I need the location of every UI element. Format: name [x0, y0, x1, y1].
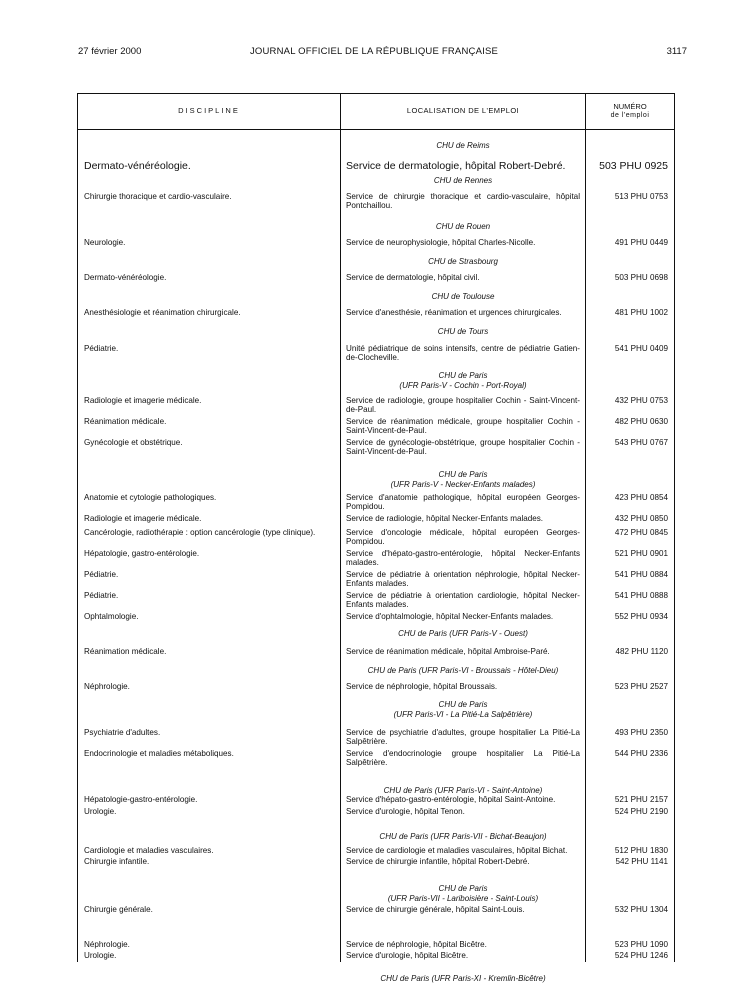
localisation-cell: Service d'hépato-gastro-entérologie, hôpital Necker-Enfants malades. [346, 549, 580, 568]
discipline-cell: Radiologie et imagerie médicale. [84, 396, 202, 405]
localisation-cell: Service de pédiatrie à orientation cardiologie, hôpital Necker-Enfants malades. [346, 591, 580, 610]
discipline-cell: Ophtalmologie. [84, 612, 139, 621]
numero-cell: 544 PHU 2336 [614, 749, 668, 758]
localisation-cell: Service de néphrologie, hôpital Broussais. [346, 682, 498, 691]
numero-cell: 521 PHU 2157 [614, 795, 668, 804]
numero-cell: 541 PHU 0409 [614, 344, 668, 353]
localisation-cell: Unité pédiatrique de soins intensifs, centre de pédiatrie Gatien-de-Clocheville. [346, 344, 580, 363]
localisation-cell: Service de pédiatrie à orientation néphrologie, hôpital Necker-Enfants malades. [346, 570, 580, 589]
section-heading: CHU de Tours [437, 327, 489, 336]
localisation-cell: Service d'urologie, hôpital Tenon. [346, 807, 465, 816]
discipline-cell: Anesthésiologie et réanimation chirurgicale. [84, 308, 241, 317]
section-heading: CHU de Paris [438, 371, 488, 380]
page-number: 3117 [666, 46, 687, 57]
localisation-cell: Service de psychiatrie d'adultes, groupe hospitalier La Pitié-La Salpêtrière. [346, 728, 580, 747]
numero-cell: 493 PHU 2350 [614, 728, 668, 737]
localisation-cell: Service de réanimation médicale, hôpital Ambroise-Paré. [346, 647, 550, 656]
section-heading: CHU de Reims [436, 141, 490, 150]
numero-cell: 521 PHU 0901 [614, 549, 668, 558]
section-heading: CHU de Paris [438, 884, 488, 893]
discipline-cell: Hépatologie-gastro-entérologie. [84, 795, 198, 804]
discipline-cell: Psychiatrie d'adultes. [84, 728, 161, 737]
discipline-cell: Urologie. [84, 951, 117, 960]
discipline-cell: Neurologie. [84, 238, 126, 247]
discipline-cell: Néphrologie. [84, 940, 130, 949]
numero-cell: 541 PHU 0884 [614, 570, 668, 579]
localisation-cell: Service de radiologie, groupe hospitalier Cochin - Saint-Vincent-de-Paul. [346, 396, 580, 415]
discipline-cell: Radiologie et imagerie médicale. [84, 514, 202, 523]
column-header-numero-label: NUMÉRO [613, 102, 647, 111]
numero-cell: 423 PHU 0854 [614, 493, 668, 502]
localisation-cell: Service d'anesthésie, réanimation et urgences chirurgicales. [346, 308, 562, 317]
discipline-cell: Pédiatrie. [84, 570, 119, 579]
localisation-cell: Service d'oncologie médicale, hôpital européen Georges-Pompidou. [346, 528, 580, 547]
numero-cell: 481 PHU 1002 [614, 308, 668, 317]
discipline-cell: Pédiatrie. [84, 591, 119, 600]
numero-cell: 523 PHU 2527 [614, 682, 668, 691]
discipline-cell: Chirurgie générale. [84, 905, 153, 914]
discipline-cell: Cardiologie et maladies vasculaires. [84, 846, 214, 855]
discipline-cell: Chirurgie thoracique et cardio-vasculaire. [84, 192, 232, 201]
section-heading: CHU de Strasbourg [428, 257, 498, 266]
discipline-cell: Anatomie et cytologie pathologiques. [84, 493, 217, 502]
header-date: 27 février 2000 [78, 46, 142, 57]
discipline-cell: Chirurgie infantile. [84, 857, 150, 866]
discipline-cell: Réanimation médicale. [84, 647, 167, 656]
numero-cell: 482 PHU 1120 [615, 647, 668, 656]
localisation-cell: Service de dermatologie, hôpital civil. [346, 273, 480, 282]
numero-cell: 543 PHU 0767 [614, 438, 668, 447]
section-heading: CHU de Paris (UFR Paris-VI - Broussais - Hôtel-Dieu) [367, 666, 559, 675]
section-heading: (UFR Paris-V - Cochin - Port-Royal) [399, 380, 527, 390]
section-heading: (UFR Paris-VII - Lariboisière - Saint-Louis) [387, 893, 539, 903]
numero-cell: 491 PHU 0449 [614, 238, 668, 247]
section-heading: CHU de Rouen [435, 222, 491, 231]
section-heading: CHU de Rennes [433, 176, 493, 185]
numero-cell: 513 PHU 0753 [614, 192, 668, 201]
discipline-cell: Dermato-vénéréologie. [84, 273, 167, 282]
numero-cell: 512 PHU 1830 [614, 846, 668, 855]
localisation-cell: Service de cardiologie et maladies vasculaires, hôpital Bichat. [346, 846, 568, 855]
localisation-cell: Service de chirurgie thoracique et cardio-vasculaire, hôpital Pontchaillou. [346, 192, 580, 211]
numero-cell: 542 PHU 1141 [615, 857, 668, 866]
localisation-cell: Service de chirurgie infantile, hôpital Robert-Debré. [346, 857, 530, 866]
localisation-cell: Service de neurophysiologie, hôpital Charles-Nicolle. [346, 238, 536, 247]
discipline-cell: Cancérologie, radiothérapie : option cancérologie (type clinique). [84, 528, 316, 537]
section-heading: CHU de Paris (UFR Paris-XI - Kremlin-Bicêtre) [380, 974, 546, 983]
numero-cell: 432 PHU 0753 [614, 396, 668, 405]
discipline-cell: Endocrinologie et maladies métaboliques. [84, 749, 234, 758]
localisation-cell: Service de radiologie, hôpital Necker-Enfants malades. [346, 514, 544, 523]
localisation-cell: Service de dermatologie, hôpital Robert-Debré. [346, 160, 566, 172]
section-heading: (UFR Paris-VI - La Pitié-La Salpêtrière) [393, 709, 533, 719]
numero-cell: 503 PHU 0925 [599, 160, 668, 172]
localisation-cell: Service de chirurgie générale, hôpital Saint-Louis. [346, 905, 525, 914]
column-header-discipline: DISCIPLINE [178, 106, 240, 115]
numero-cell: 532 PHU 1304 [614, 905, 668, 914]
localisation-cell: Service d'anatomie pathologique, hôpital européen Georges-Pompidou. [346, 493, 580, 512]
discipline-cell: Pédiatrie. [84, 344, 119, 353]
numero-cell: 432 PHU 0850 [614, 514, 668, 523]
numero-cell: 472 PHU 0845 [614, 528, 668, 537]
journal-title: JOURNAL OFFICIEL DE LA RÉPUBLIQUE FRANÇAISE [249, 46, 499, 57]
numero-cell: 552 PHU 0934 [614, 612, 668, 621]
section-heading: CHU de Paris (UFR Paris-VI - Saint-Antoine) [383, 786, 543, 795]
numero-cell: 482 PHU 0630 [614, 417, 668, 426]
header-divider [78, 129, 674, 130]
localisation-cell: Service de gynécologie-obstétrique, groupe hospitalier Cochin - Saint-Vincent-de-Paul. [346, 438, 580, 457]
discipline-cell: Hépatologie, gastro-entérologie. [84, 549, 200, 558]
discipline-cell: Gynécologie et obstétrique. [84, 438, 183, 447]
localisation-cell: Service d'urologie, hôpital Bicêtre. [346, 951, 469, 960]
section-heading: CHU de Toulouse [431, 292, 495, 301]
column-header-numero [586, 102, 674, 120]
column-header-localisation: LOCALISATION DE L'EMPLOI [406, 106, 520, 115]
numero-cell: 524 PHU 1246 [614, 951, 668, 960]
numero-cell: 523 PHU 1090 [614, 940, 668, 949]
appointments-table [77, 93, 675, 983]
discipline-cell: Néphrologie. [84, 682, 130, 691]
localisation-cell: Service de réanimation médicale, groupe hospitalier Cochin - Saint-Vincent-de-Paul. [346, 417, 580, 436]
discipline-cell: Réanimation médicale. [84, 417, 167, 426]
localisation-cell: Service d'endocrinologie groupe hospitalier La Pitié-La Salpêtrière. [346, 749, 580, 768]
numero-cell: 541 PHU 0888 [614, 591, 668, 600]
discipline-cell: Urologie. [84, 807, 117, 816]
localisation-cell: Service d'ophtalmologie, hôpital Necker-Enfants malades. [346, 612, 554, 621]
section-heading: CHU de Paris [438, 470, 488, 479]
section-heading: CHU de Paris (UFR Paris-V - Ouest) [398, 629, 528, 638]
localisation-cell: Service de néphrologie, hôpital Bicêtre. [346, 940, 487, 949]
column-header-numero-sub: de l'emploi [610, 112, 650, 119]
numero-cell: 503 PHU 0698 [614, 273, 668, 282]
section-heading: CHU de Paris [438, 700, 488, 709]
numero-cell: 524 PHU 2190 [614, 807, 668, 816]
localisation-cell: Service d'hépato-gastro-entérologie, hôpital Saint-Antoine. [346, 795, 556, 804]
discipline-cell: Dermato-vénéréologie. [84, 160, 191, 172]
section-heading: (UFR Paris-V - Necker-Enfants malades) [390, 479, 536, 489]
section-heading: CHU de Paris (UFR Paris-VII - Bichat-Beaujon) [379, 832, 547, 841]
